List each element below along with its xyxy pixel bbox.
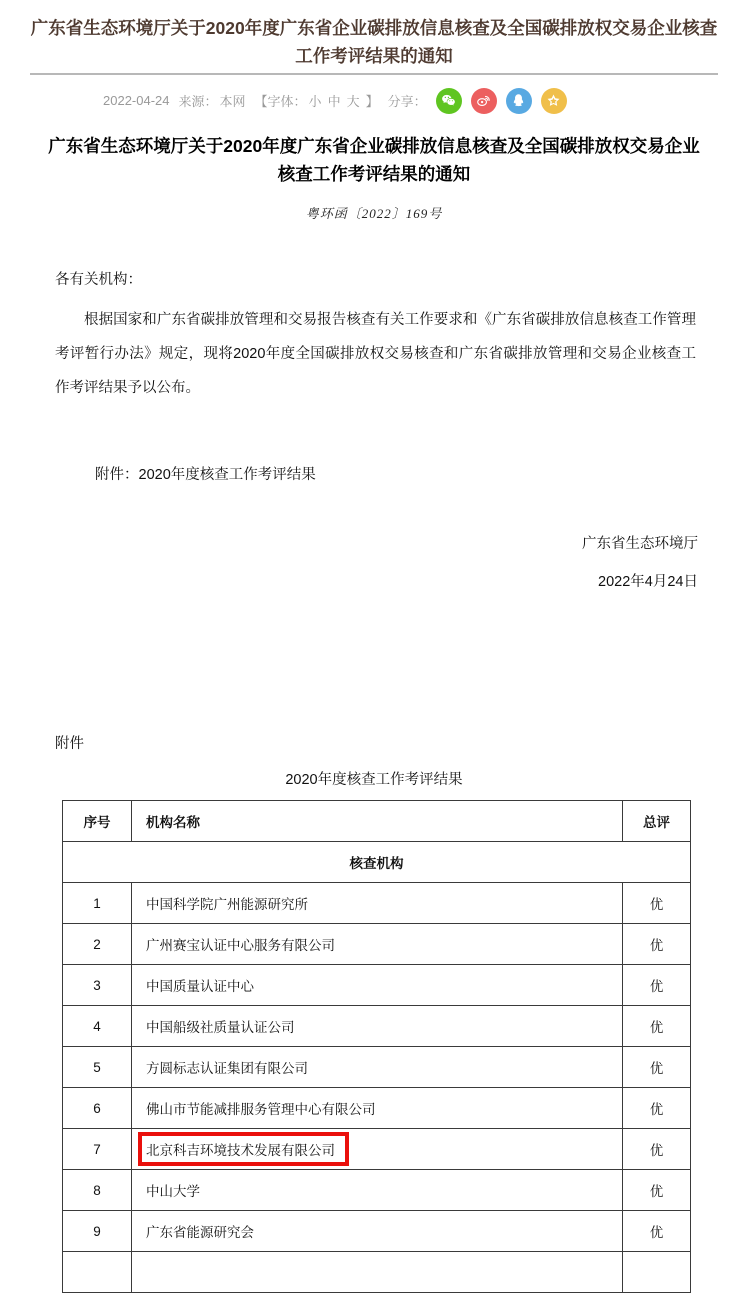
- row-number-cell: [63, 1252, 132, 1293]
- org-name-cell: 中国科学院广州能源研究所: [132, 883, 623, 924]
- table-row: [63, 1170, 691, 1211]
- font-size-large-link[interactable]: 大: [346, 94, 360, 109]
- weibo-share-button[interactable]: [471, 88, 497, 114]
- table-row: [63, 1088, 691, 1129]
- header-rating: 总评: [623, 801, 691, 842]
- attachment-section-label: 附件: [55, 736, 84, 752]
- row-number-cell: 1: [63, 883, 132, 924]
- header-no: 序号: [63, 801, 132, 842]
- rating-cell: 优: [623, 1088, 691, 1129]
- share-toolbar: [436, 88, 576, 114]
- qzone-share-button[interactable]: [541, 88, 567, 114]
- signing-authority: 广东省生态环境厅: [582, 536, 698, 552]
- page-title: 广东省生态环境厅关于2020年度广东省企业碳排放信息核查及全国碳排放权交易企业核查工作考评结果的通知: [30, 18, 718, 66]
- row-number-cell: 2: [63, 924, 132, 965]
- share-label: 分享：: [387, 94, 427, 109]
- font-size-small-link[interactable]: 小: [308, 94, 322, 109]
- table-row: [63, 1006, 691, 1047]
- table-row: [63, 883, 691, 924]
- font-size-label: 【字体：: [254, 94, 307, 109]
- table-header-row: [63, 801, 691, 842]
- evaluation-results-table: [62, 800, 691, 1293]
- body-paragraph: 根据国家和广东省碳排放管理和交易报告核查有关工作要求和《广东省碳排放信息核查工作管理考评暂行办法》规定，现将2020年度全国碳排放权交易核查和广东省碳排放管理和交易企业核查工作考评结果予以公布。: [55, 312, 696, 396]
- document-number: 粤环函〔2022〕169号: [305, 206, 443, 221]
- rating-cell: 优: [623, 883, 691, 924]
- table-row-highlighted: [63, 1129, 691, 1170]
- row-number-cell: 8: [63, 1170, 132, 1211]
- rating-cell: 优: [623, 1006, 691, 1047]
- font-size-medium-link[interactable]: 中: [327, 94, 341, 109]
- table-title: 2020年度核查工作考评结果: [285, 772, 463, 788]
- org-name-cell: 中山大学: [132, 1170, 623, 1211]
- qq-share-button[interactable]: [506, 88, 532, 114]
- qzone-star-icon: [545, 92, 562, 109]
- header-org-name: 机构名称: [132, 801, 623, 842]
- org-name-cell: [132, 1252, 623, 1293]
- table-row: [63, 1047, 691, 1088]
- org-name-cell: 广东省能源研究会: [132, 1211, 623, 1252]
- font-size-label-close: 】: [365, 94, 379, 109]
- source-value: 本网: [219, 94, 246, 109]
- org-name-cell: [132, 1129, 623, 1170]
- article-title: 广东省生态环境厅关于2020年度广东省企业碳排放信息核查及全国碳排放权交易企业核查工作考评结果的通知: [48, 136, 700, 184]
- rating-cell: 优: [623, 924, 691, 965]
- org-name-highlighted: 北京科吉环境技术发展有限公司: [146, 1143, 335, 1158]
- rating-cell: 优: [623, 1211, 691, 1252]
- row-number-cell: 6: [63, 1088, 132, 1129]
- title-divider: [30, 73, 718, 75]
- row-number-cell: 5: [63, 1047, 132, 1088]
- table-row: [63, 965, 691, 1006]
- wechat-share-button[interactable]: [436, 88, 462, 114]
- article-meta-bar: [0, 87, 748, 114]
- rating-cell: 优: [623, 1170, 691, 1211]
- rating-cell: 优: [623, 1129, 691, 1170]
- table-row-partial: [63, 1252, 691, 1293]
- salutation: 各有关机构：: [55, 272, 142, 288]
- table-section-row: [63, 842, 691, 883]
- rating-cell: [623, 1252, 691, 1293]
- row-number-cell: 9: [63, 1211, 132, 1252]
- org-name-cell: 佛山市节能减排服务管理中心有限公司: [132, 1088, 623, 1129]
- org-name-cell: 中国质量认证中心: [132, 965, 623, 1006]
- wechat-icon: [440, 92, 457, 109]
- attachment-reference: 附件：2020年度核查工作考评结果: [95, 467, 316, 483]
- row-number-cell: 4: [63, 1006, 132, 1047]
- org-name-cell: 广州赛宝认证中心服务有限公司: [132, 924, 623, 965]
- qq-penguin-icon: [510, 92, 527, 109]
- signing-date: 2022年4月24日: [598, 574, 698, 590]
- highlight-red-box: [138, 1132, 349, 1166]
- row-number-cell: 3: [63, 965, 132, 1006]
- table-row: [63, 924, 691, 965]
- row-number-cell: 7: [63, 1129, 132, 1170]
- weibo-icon: [475, 92, 492, 109]
- source-label: 来源：: [178, 94, 218, 109]
- rating-cell: 优: [623, 1047, 691, 1088]
- publish-date: 2022-04-24: [103, 93, 170, 108]
- org-name-cell: 方圆标志认证集团有限公司: [132, 1047, 623, 1088]
- section-header: 核查机构: [63, 842, 691, 883]
- rating-cell: 优: [623, 965, 691, 1006]
- org-name-cell: 中国船级社质量认证公司: [132, 1006, 623, 1047]
